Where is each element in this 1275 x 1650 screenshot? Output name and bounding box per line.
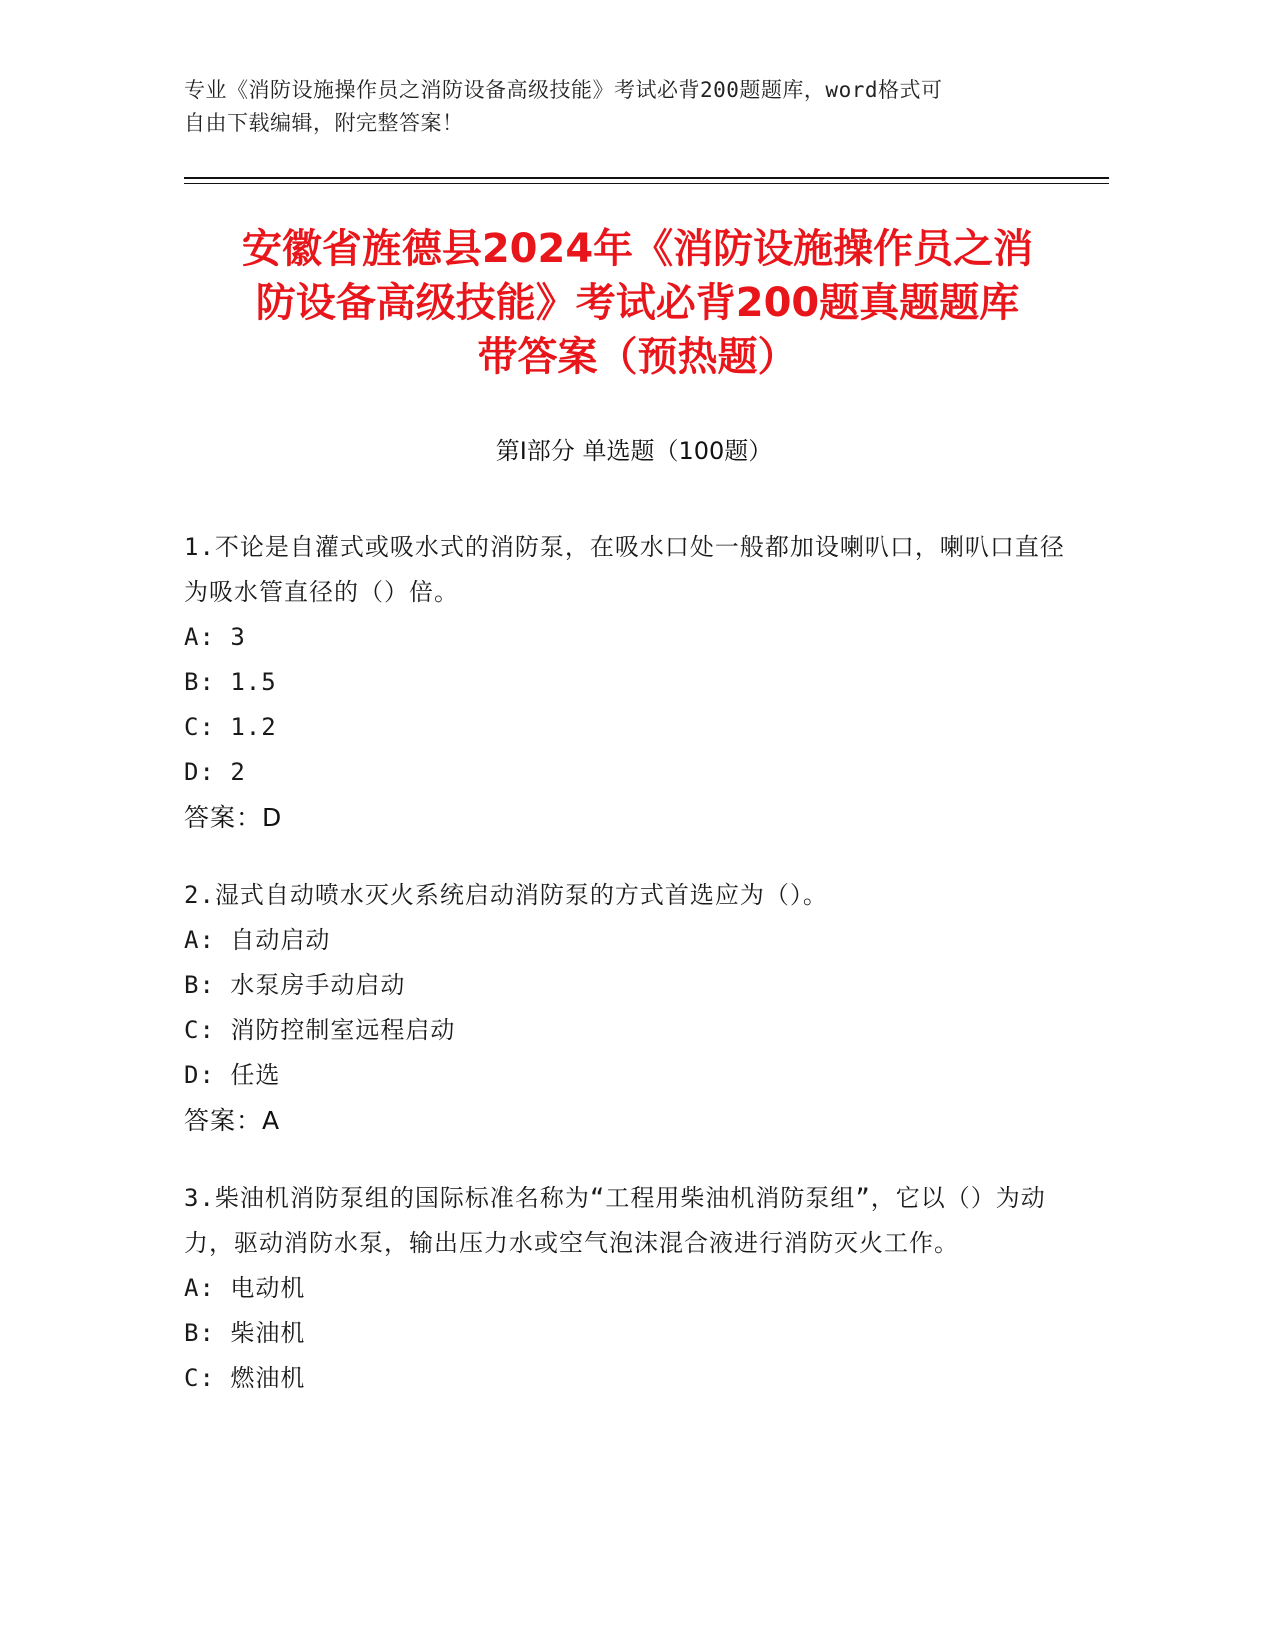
question-stem: 1.不论是自灌式或吸水式的消防泵，在吸水口处一般都加设喇叭口，喇叭口直径为吸水管直径的（）倍。 [184,533,1065,606]
document-title-line-2: 防设备高级技能》考试必背200题真题题库 [255,280,1020,326]
question-item [184,1176,1074,1401]
question-option: A: 3 [184,623,246,651]
question-item [184,873,1074,1143]
header-note-line-2: 自由下载编辑，附完整答案！ [184,111,464,135]
question-option: A: 自动启动 [184,926,331,954]
header-divider-thin [184,183,1109,184]
section-title: 第Ⅰ部分 单选题（100题） [495,437,773,465]
header-divider-thick [184,177,1109,179]
question-stem: 2.湿式自动喷水灭火系统启动消防泵的方式首选应为（）。 [184,881,828,909]
document-title-line-1: 安徽省旌德县2024年《消防设施操作员之消 [241,226,1034,272]
question-item [184,525,1074,840]
document-title-line-3: 带答案（预热题） [477,334,798,380]
question-answer: 答案：D [184,803,283,832]
question-option: D: 2 [184,758,246,786]
question-option: A: 电动机 [184,1274,306,1302]
question-option: D: 任选 [184,1061,281,1089]
question-option: B: 水泵房手动启动 [184,971,406,999]
question-option: C: 消防控制室远程启动 [184,1016,456,1044]
question-stem: 3.柴油机消防泵组的国际标准名称为“工程用柴油机消防泵组”，它以（）为动力，驱动消防水泵，输出压力水或空气泡沫混合液进行消防灭火工作。 [184,1184,1046,1257]
header-note [184,74,1084,140]
question-list [184,525,1074,1434]
question-option: C: 燃油机 [184,1364,306,1392]
document-title [160,222,1115,384]
question-option: B: 柴油机 [184,1319,306,1347]
question-option: B: 1.5 [184,668,277,696]
question-option: C: 1.2 [184,713,277,741]
header-note-line-1: 专业《消防设施操作员之消防设备高级技能》考试必背200题题库，word格式可 [184,78,943,102]
question-answer: 答案：A [184,1106,281,1135]
